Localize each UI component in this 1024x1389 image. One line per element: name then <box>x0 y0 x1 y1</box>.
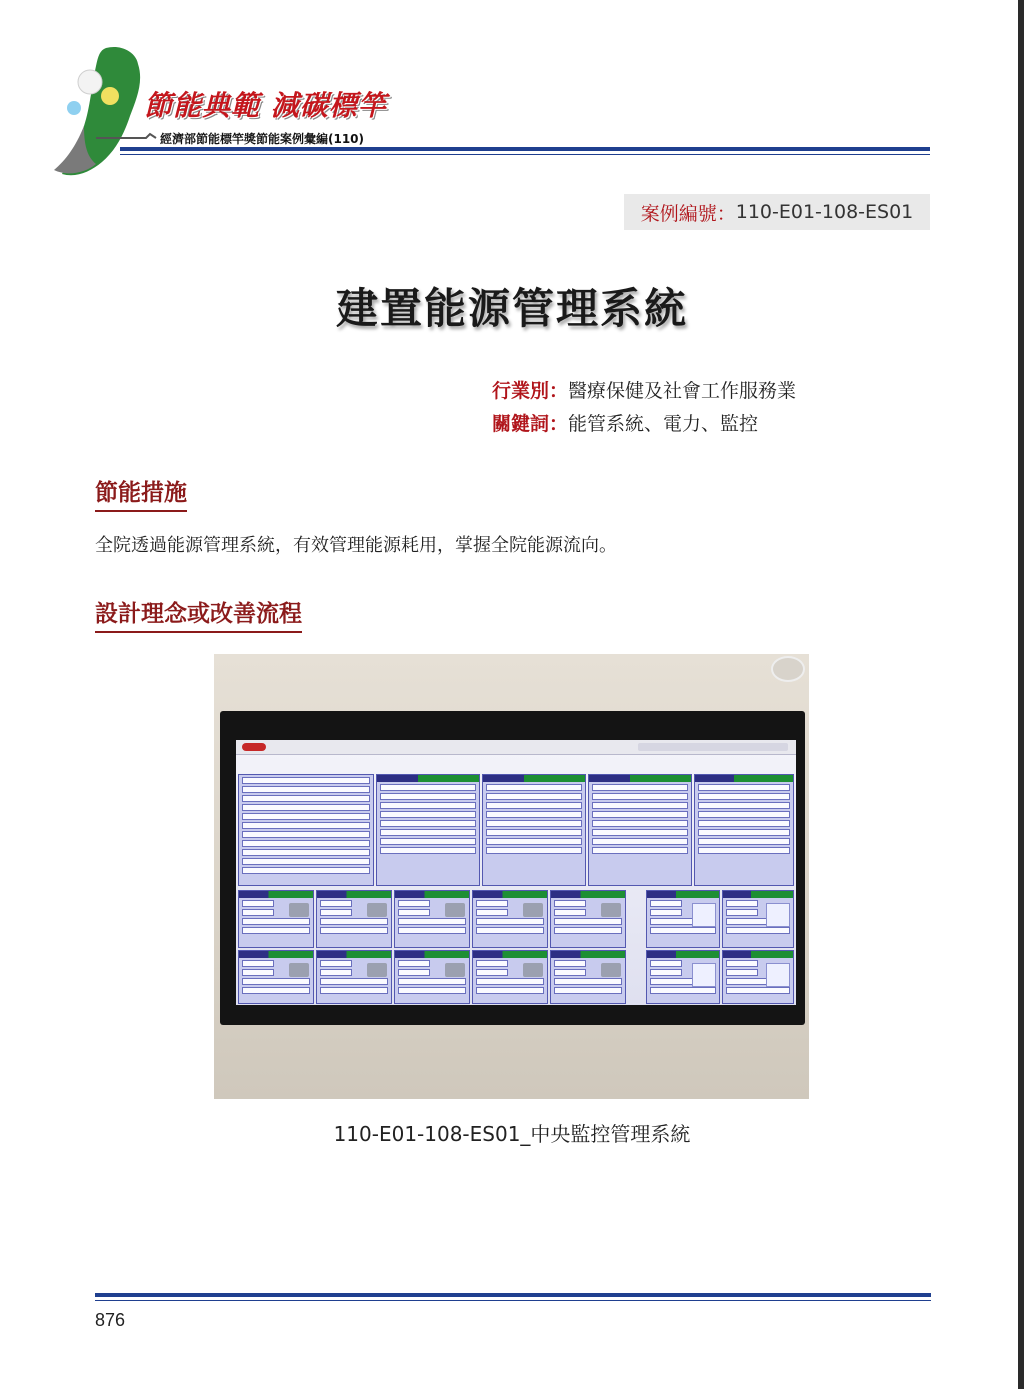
screen-topbar <box>236 740 796 755</box>
chiller-panel <box>588 774 692 886</box>
pump-panel <box>472 890 548 948</box>
tv-monitor <box>220 711 805 1025</box>
pump-panel <box>238 890 314 948</box>
chiller-panel <box>376 774 480 886</box>
camera-icon <box>771 656 805 682</box>
pump-panel <box>550 950 626 1004</box>
case-number-box <box>624 194 930 230</box>
figure-caption: 110-E01-108-ES01_中央監控管理系統 <box>333 1122 691 1146</box>
chiller-panel <box>694 774 794 886</box>
industry-label: 行業別： <box>492 380 569 402</box>
keywords-label: 關鍵詞： <box>492 413 569 435</box>
industry-value: 醫療保健及社會工作服務業 <box>568 380 797 402</box>
footer-rule <box>95 1293 931 1297</box>
keywords-value: 能管系統、電力、監控 <box>568 413 759 435</box>
monitoring-system-photo <box>214 654 809 1099</box>
pump-panel <box>394 890 470 948</box>
brand-logo-icon <box>242 743 266 751</box>
case-number-value: 110-E01-108-ES01 <box>735 201 914 223</box>
keywords-line <box>492 409 758 436</box>
logo-subtitle: 經濟部節能標竿獎節能案例彙編(110) <box>160 132 365 146</box>
industry-line <box>492 376 796 403</box>
screen-menu <box>638 743 788 751</box>
case-number-label: 案例編號： <box>640 202 736 225</box>
pump-panel <box>316 890 392 948</box>
pump-panel <box>316 950 392 1004</box>
summary-panel <box>238 774 374 886</box>
cooling-tower-panel <box>646 950 720 1004</box>
page-number: 876 <box>95 1310 126 1330</box>
cooling-tower-panel <box>722 950 794 1004</box>
section-heading-design: 設計理念或改善流程 <box>95 595 302 633</box>
header-rule-thin <box>120 154 930 155</box>
measures-text: 全院透過能源管理系統，有效管理能源耗用，掌握全院能源流向。 <box>95 535 617 556</box>
chiller-panel <box>482 774 586 886</box>
cooling-tower-panel <box>722 890 794 948</box>
page-title: 建置能源管理系統 <box>335 284 688 333</box>
monitor-screen <box>236 740 796 1005</box>
pump-panel <box>238 950 314 1004</box>
logo-title: 節能典範 減碳標竿 <box>144 89 387 122</box>
pump-panel <box>550 890 626 948</box>
footer-rule-thin <box>95 1300 931 1301</box>
pump-panel <box>394 950 470 1004</box>
section-heading-measures: 節能措施 <box>95 474 187 512</box>
cooling-tower-panel <box>646 890 720 948</box>
header-rule <box>120 147 930 151</box>
pump-panel <box>472 950 548 1004</box>
page-edge <box>1018 0 1024 1389</box>
